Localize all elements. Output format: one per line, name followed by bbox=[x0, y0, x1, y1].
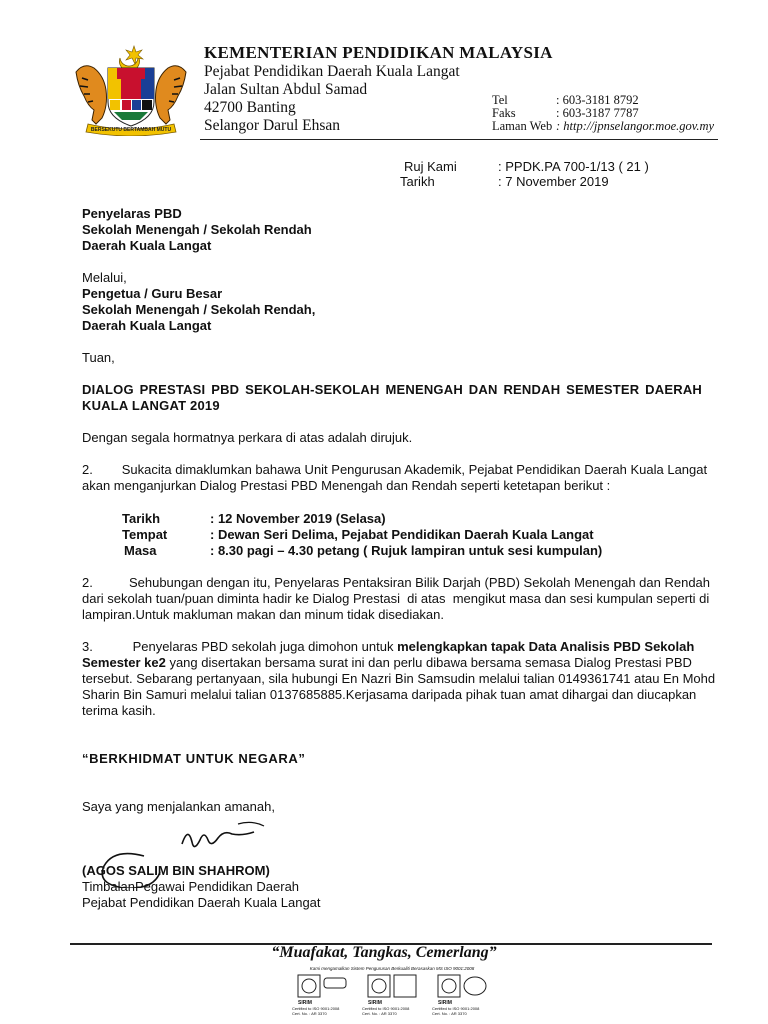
ministry-name: KEMENTERIAN PENDIDIKAN MALAYSIA bbox=[204, 43, 553, 62]
cert-no-1: Cert. No. : AR 3370 bbox=[292, 1011, 327, 1016]
salutation: Tuan, bbox=[82, 350, 115, 365]
recipient-line-2: Sekolah Menengah / Sekolah Rendah bbox=[82, 222, 312, 237]
ref-value: : PPDK.PA 700-1/13 ( 21 ) bbox=[498, 159, 649, 174]
via-label: Melalui, bbox=[82, 270, 127, 285]
cert-text-3: Certified to ISO 9001:2008 bbox=[432, 1006, 480, 1011]
closing-line: Saya yang menjalankan amanah, bbox=[82, 799, 275, 814]
event-date-label: Tarikh bbox=[122, 511, 161, 526]
cert-caption: Kami mengamalkan Sistem Pengurusan Berkualiti Berasaskan MS ISO 9001:2008 bbox=[309, 966, 475, 971]
via-line-2: Sekolah Menengah / Sekolah Rendah, bbox=[82, 302, 316, 317]
via-line-1: Pengetua / Guru Besar bbox=[82, 286, 223, 301]
para2-line-1: 2. Sukacita dimaklumkan bahawa Unit Pengurusan Akademik, Pejabat Pendidikan Daerah Kuala Langat bbox=[82, 462, 708, 477]
para4-line-5: terima kasih. bbox=[82, 703, 156, 718]
fax-value: : 603-3187 7787 bbox=[556, 106, 639, 120]
address-postcode: 42700 Banting bbox=[204, 99, 296, 116]
para4-line-3: tersebut. Sebarang pertanyaan, sila hubungi En Nazri Bin Samsudin melalui talian 0149361741 atau En Mohd bbox=[82, 671, 716, 686]
signatory-name: (AGOS SALIM BIN SHAHROM) bbox=[82, 863, 270, 878]
office-name: Pejabat Pendidikan Daerah Kuala Langat bbox=[204, 63, 460, 80]
para4-line-1-emphasis: melengkapkan tapak Data Analisis PBD Sekolah bbox=[397, 639, 695, 654]
malaysia-coat-of-arms-logo bbox=[70, 44, 192, 136]
date-label: Tarikh bbox=[400, 174, 435, 189]
subject-line-1: DIALOG PRESTASI PBD SEKOLAH-SEKOLAH MENENGAH DAN RENDAH SEMESTER DAERAH bbox=[82, 382, 702, 397]
header-divider bbox=[200, 139, 718, 140]
sirim-cert-logo-3 bbox=[432, 974, 490, 1018]
sirim-label-3: SIRIM bbox=[438, 1000, 452, 1006]
para4-line-2-emphasis: Semester ke2 bbox=[82, 655, 166, 670]
cert-text-1: Certified to ISO 9001:2008 bbox=[292, 1006, 340, 1011]
event-venue-label: Tempat bbox=[122, 527, 168, 542]
sirim-cert-logo-2 bbox=[362, 974, 420, 1018]
svg-text:BERSEKUTU BERTAMBAH MUTU: BERSEKUTU BERTAMBAH MUTU bbox=[90, 127, 172, 133]
tel-value: : 603-3181 8792 bbox=[556, 93, 639, 107]
event-venue-value: : Dewan Seri Delima, Pejabat Pendidikan Daerah Kuala Langat bbox=[210, 527, 594, 542]
event-time-value: : 8.30 pagi – 4.30 petang ( Rujuk lampiran untuk sesi kumpulan) bbox=[210, 543, 603, 558]
via-line-3: Daerah Kuala Langat bbox=[82, 318, 212, 333]
para3-line-3: lampiran.Untuk makluman makan dan minum tidak disediakan. bbox=[82, 607, 445, 622]
para2-line-2: akan menganjurkan Dialog Prestasi PBD Menengah dan Rendah seperti ketetapan berikut : bbox=[82, 478, 611, 493]
cert-text-2: Certified to ISO 9001:2008 bbox=[362, 1006, 410, 1011]
sirim-label-1: SIRIM bbox=[298, 1000, 312, 1006]
opening-sentence: Dengan segala hormatnya perkara di atas adalah dirujuk. bbox=[82, 430, 413, 445]
subject-line-2: KUALA LANGAT 2019 bbox=[82, 398, 220, 413]
ref-label: Ruj Kami bbox=[404, 159, 457, 174]
iso-certification-logos bbox=[292, 966, 492, 1018]
para4-line-1-text: 3. Penyelaras PBD sekolah juga dimohon untuk bbox=[82, 639, 398, 654]
sirim-cert-logo-1 bbox=[292, 974, 350, 1018]
tel-label: Tel bbox=[492, 93, 508, 107]
slogan: “BERKHIDMAT UNTUK NEGARA” bbox=[82, 751, 306, 766]
footer-motto: “Muafakat, Tangkas, Cemerlang” bbox=[271, 944, 497, 961]
fax-label: Faks bbox=[492, 106, 516, 120]
website-link[interactable]: : http://jpnselangor.moe.gov.my bbox=[556, 119, 715, 133]
para4-line-1 bbox=[82, 639, 694, 655]
sirim-label-2: SIRIM bbox=[368, 1000, 382, 1006]
address-street: Jalan Sultan Abdul Samad bbox=[204, 81, 368, 98]
signatory-office: Pejabat Pendidikan Daerah Kuala Langat bbox=[82, 895, 321, 910]
recipient-line-1: Penyelaras PBD bbox=[82, 206, 182, 221]
date-value: : 7 November 2019 bbox=[498, 174, 609, 189]
signatory-title: TimbalanPegawai Pendidikan Daerah bbox=[82, 879, 300, 894]
para4-line-2 bbox=[82, 655, 692, 671]
cert-no-3: Cert. No. : AR 3370 bbox=[432, 1011, 467, 1016]
cert-no-2: Cert. No. : AR 3370 bbox=[362, 1011, 397, 1016]
para4-line-4: Sharin Bin Samuri melalui talian 0137685885.Kerjasama daripada pihak tuan amat dihargai dan diucapkan bbox=[82, 687, 697, 702]
para3-line-2: dari sekolah tuan/puan diminta hadir ke Dialog Prestasi di atas mengikut masa dan sesi kumpulan seperti di bbox=[82, 591, 710, 606]
event-date-value: : 12 November 2019 (Selasa) bbox=[210, 511, 386, 526]
address-state: Selangor Darul Ehsan bbox=[204, 117, 341, 134]
para4-line-2-text: yang disertakan bersama surat ini dan perlu dibawa bersama semasa Dialog Prestasi PBD bbox=[165, 655, 692, 670]
website-label: Laman Web bbox=[492, 119, 553, 133]
para3-line-1: 2. Sehubungan dengan itu, Penyelaras Pentaksiran Bilik Darjah (PBD) Sekolah Menengah dan Rendah bbox=[82, 575, 711, 590]
recipient-line-3: Daerah Kuala Langat bbox=[82, 238, 212, 253]
event-time-label: Masa bbox=[124, 543, 157, 558]
